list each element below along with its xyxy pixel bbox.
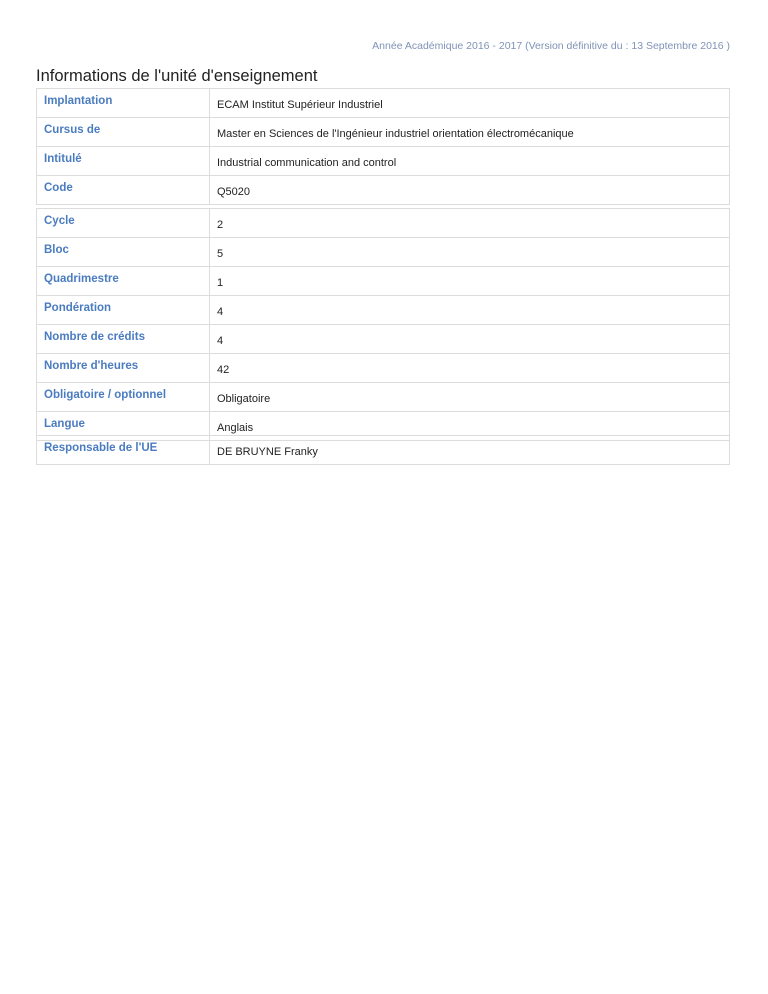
table-row (37, 176, 730, 205)
row-value-cycle: 2 (210, 209, 730, 238)
row-label-implantation: Implantation (37, 89, 210, 118)
page-title: Informations de l'unité d'enseignement (36, 67, 318, 85)
row-value-code: Q5020 (210, 176, 730, 205)
table-row (37, 209, 730, 238)
row-label-intitule: Intitulé (37, 147, 210, 176)
table-row (37, 354, 730, 383)
row-value-credits: 4 (210, 325, 730, 354)
row-value-cursus: Master en Sciences de l'Ingénieur industriel orientation électromécanique (210, 118, 730, 147)
table-row (37, 436, 730, 465)
academic-year-note: Année Académique 2016 - 2017 (Version définitive du : 13 Septembre 2016 ) (372, 40, 730, 52)
table-row (37, 89, 730, 118)
row-label-credits: Nombre de crédits (37, 325, 210, 354)
identity-table (36, 88, 730, 205)
row-value-responsable: DE BRUYNE Franky (210, 436, 730, 465)
row-label-quadrimestre: Quadrimestre (37, 267, 210, 296)
responsible-table (36, 435, 730, 465)
table-row (37, 296, 730, 325)
row-label-cycle: Cycle (37, 209, 210, 238)
table-row (37, 267, 730, 296)
table-row (37, 238, 730, 267)
row-label-langue: Langue (37, 412, 210, 441)
row-label-responsable: Responsable de l'UE (37, 436, 210, 465)
row-value-implantation: ECAM Institut Supérieur Industriel (210, 89, 730, 118)
row-value-heures: 42 (210, 354, 730, 383)
row-label-ponderation: Pondération (37, 296, 210, 325)
row-value-obligatoire: Obligatoire (210, 383, 730, 412)
details-table (36, 208, 730, 441)
table-row (37, 383, 730, 412)
table-row (37, 118, 730, 147)
row-label-obligatoire: Obligatoire / optionnel (37, 383, 210, 412)
row-value-langue: Anglais (210, 412, 730, 441)
row-value-quadrimestre: 1 (210, 267, 730, 296)
row-label-code: Code (37, 176, 210, 205)
row-label-heures: Nombre d'heures (37, 354, 210, 383)
row-value-intitule: Industrial communication and control (210, 147, 730, 176)
row-label-bloc: Bloc (37, 238, 210, 267)
row-label-cursus: Cursus de (37, 118, 210, 147)
row-value-ponderation: 4 (210, 296, 730, 325)
table-row (37, 325, 730, 354)
row-value-bloc: 5 (210, 238, 730, 267)
table-row (37, 147, 730, 176)
